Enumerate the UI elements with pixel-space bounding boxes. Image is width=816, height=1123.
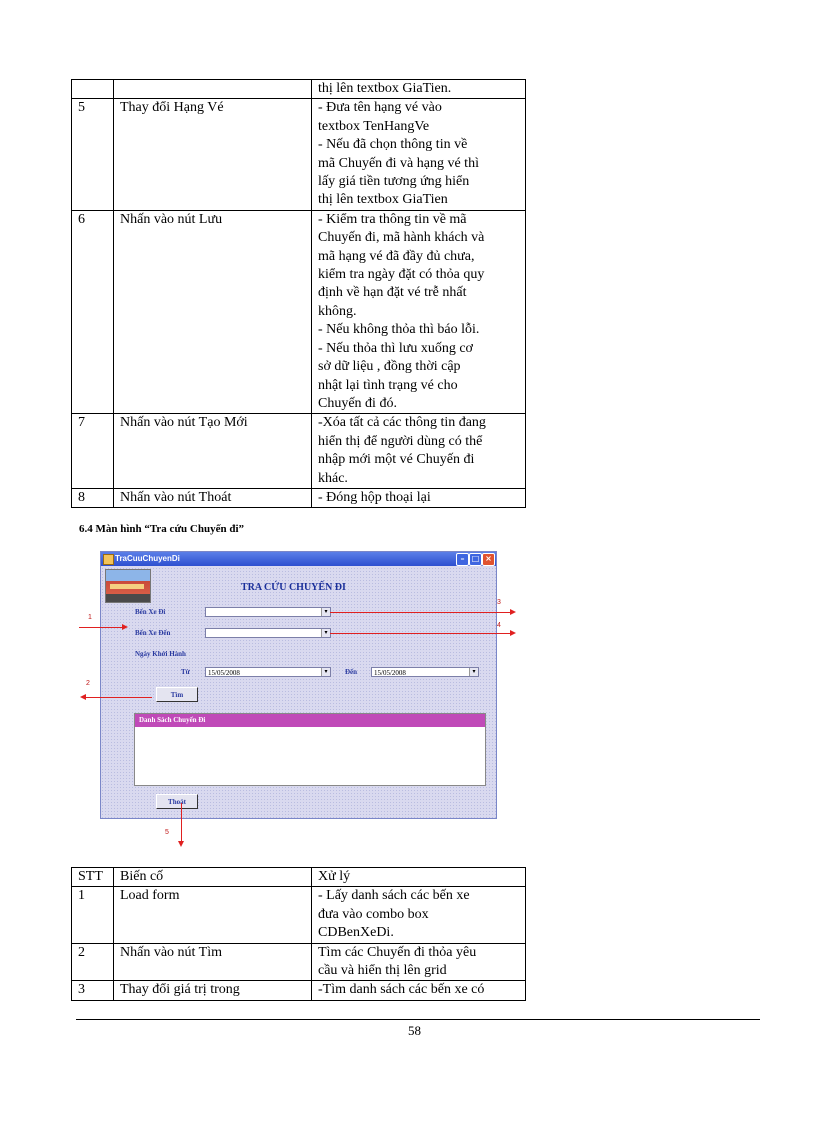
callout-label-2: 2 [86,680,90,687]
handling-cell: - Kiểm tra thông tin về mã Chuyến đi, mã hành khách và mã hạng vé đã đầy đủ chưa, kiểm tra ngày đặt có thỏa quy định về hạn đặt vé trễ nhất không. - Nếu không thỏa thì báo lỗi. - Nếu thỏa thì lưu xuống cơ sở dữ liệu , đồng thời cập nhật lại tình trạng vé cho Chuyến đi đó. [312,210,526,413]
handling-cell: - Đưa tên hạng vé vào textbox TenHangVe - Nếu đã chọn thông tin về mã Chuyến đi và hạng vé thì lấy giá tiền tương ứng hiển thị lên textbox GiaTien [312,99,526,210]
form-title: TRA CỨU CHUYẾN ĐI [241,582,346,593]
event-cell: Load form [114,887,312,943]
stt-cell: 7 [72,414,114,489]
event-cell: Nhấn vào nút Thoát [114,488,312,507]
section-heading: 6.4 Màn hình “Tra cứu Chuyến đi” [79,523,245,535]
callout-arrow-3 [330,612,514,613]
close-icon[interactable]: × [482,553,495,566]
event-cell: Nhấn vào nút Tìm [114,943,312,981]
chevron-down-icon[interactable]: ▾ [321,668,330,676]
chevron-down-icon[interactable]: ▾ [469,668,478,676]
event-cell: Thay đổi giá trị trong [114,981,312,1000]
callout-arrow-4 [330,633,514,634]
table-header-row [72,868,526,887]
ngay-khoi-hanh-label: Ngày Khởi Hành [135,650,186,658]
tra-cuu-window [100,551,497,819]
maximize-icon[interactable]: □ [469,553,482,566]
date-from-picker[interactable] [205,667,331,677]
table-row [72,210,526,413]
date-from-value: 15/05/2008 [208,669,240,677]
window-title: TraCuuChuyenDi [115,554,180,563]
callout-label-5: 5 [165,829,169,836]
chevron-down-icon[interactable]: ▾ [321,629,330,637]
callout-label-1: 1 [88,614,92,621]
callout-arrow-2 [82,697,152,698]
table-row [72,943,526,981]
handling-cell: -Xóa tất cả các thông tin đang hiển thị để người dùng có thể nhập mới một vé Chuyến đi khác. [312,414,526,489]
date-to-value: 15/05/2008 [374,669,406,677]
chevron-down-icon[interactable]: ▾ [321,608,330,616]
window-titlebar [101,552,496,566]
table-row [72,981,526,1000]
event-table-tra-cuu [71,867,526,1001]
table-row [72,414,526,489]
handling-cell: -Tìm danh sách các bến xe có [312,981,526,1000]
table-row [72,80,526,99]
header-stt: STT [72,868,114,887]
app-icon [103,554,114,565]
handling-cell: thị lên textbox GiaTien. [312,80,526,99]
stt-cell: 6 [72,210,114,413]
stt-cell: 5 [72,99,114,210]
callout-label-3: 3 [497,599,501,606]
table-row [72,99,526,210]
stt-cell: 3 [72,981,114,1000]
bus-image [105,569,151,603]
stt-cell [72,80,114,99]
stt-cell: 1 [72,887,114,943]
ben-xe-di-label: Bến Xe Đi [135,608,166,616]
header-event: Biến cố [114,868,312,887]
event-cell [114,80,312,99]
callout-label-4: 4 [497,622,501,629]
event-cell: Nhấn vào nút Lưu [114,210,312,413]
den-label: Đến [345,668,358,676]
event-cell: Thay đổi Hạng Vé [114,99,312,210]
minimize-icon[interactable]: – [456,553,469,566]
callout-arrow-1 [79,627,126,628]
tim-button[interactable]: Tìm [156,687,198,702]
handling-cell: Tìm các Chuyến đi thỏa yêu cầu và hiển thị lên grid [312,943,526,981]
date-to-picker[interactable] [371,667,479,677]
event-cell: Nhấn vào nút Tạo Mới [114,414,312,489]
event-table-continued [71,79,526,508]
table-row [72,488,526,507]
stt-cell: 2 [72,943,114,981]
callout-arrow-5 [181,803,182,845]
ben-xe-den-combo[interactable] [205,628,331,638]
handling-cell: - Đóng hộp thoại lại [312,488,526,507]
handling-cell: - Lấy danh sách các bến xe đưa vào combo box CDBenXeDi. [312,887,526,943]
header-handling: Xử lý [312,868,526,887]
chuyen-di-grid[interactable] [134,713,486,786]
ben-xe-di-combo[interactable] [205,607,331,617]
thoat-button[interactable]: Thoát [156,794,198,809]
footer-rule [76,1019,760,1020]
table-row [72,887,526,943]
page-number: 58 [408,1023,421,1038]
ben-xe-den-label: Bến Xe Đến [135,629,171,637]
grid-title: Danh Sách Chuyến Đi [135,714,485,727]
stt-cell: 8 [72,488,114,507]
tu-label: Từ [181,668,190,676]
